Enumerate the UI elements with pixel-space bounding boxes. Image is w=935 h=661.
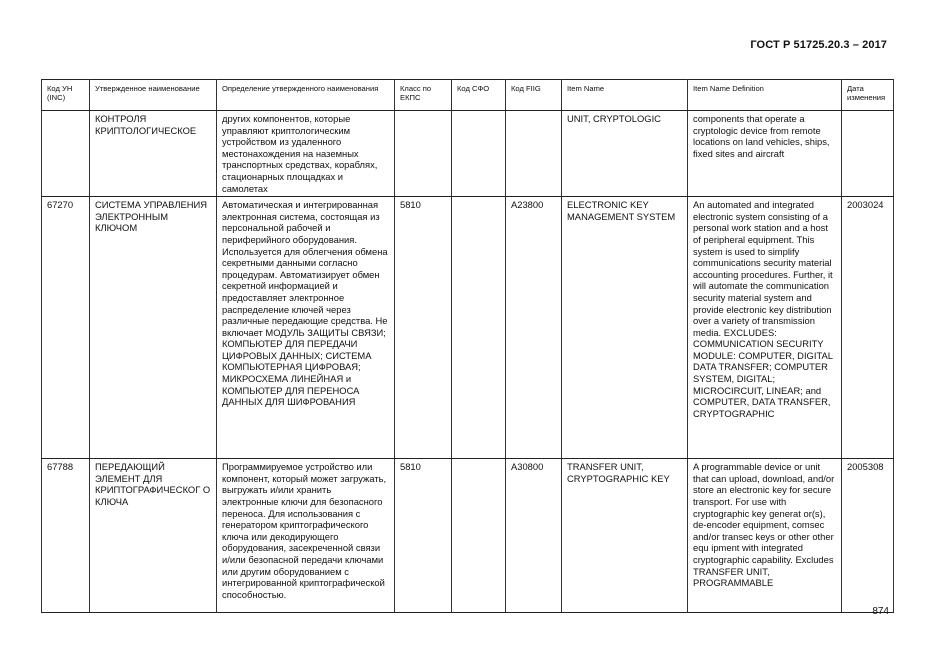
cell-item-name: UNIT, CRYPTOLOGIC bbox=[562, 111, 688, 197]
cell-date bbox=[842, 111, 894, 197]
cell-approved-name: ПЕРЕДАЮЩИЙ ЭЛЕМЕНТ ДЛЯ КРИПТОГРАФИЧЕСКОГ О КЛЮЧА bbox=[90, 459, 217, 613]
document-header: ГОСТ Р 51725.20.3 – 2017 bbox=[750, 39, 887, 51]
cell-definition: других компонентов, которые управляют криптологическим устройством из удаленного местонахождения на наземных транспортных средствах, кораблях, стационарных площадках и самолетах bbox=[217, 111, 395, 197]
cell-item-definition: An automated and integrated electronic system consisting of a personal work station and a host of peripheral equipment. This system is used to simplify communications security material accounting procedures. Further, it will automate the communication security material system and provide electronic key distribution over a variety of transmission media. EXCLUDES: COMMUNICATION SECURITY MODULE: COMPUTER, DIGITAL DATA TRANSFER; COMPUTER SYSTEM, DIGITAL; MICROCIRCUIT, LINEAR; and COMPUTER, DATA TRANSFER, CRYPTOGRAPHIC bbox=[688, 197, 842, 459]
catalog-table bbox=[41, 79, 894, 613]
cell-inc: 67270 bbox=[42, 197, 90, 459]
cell-sfo bbox=[452, 459, 506, 613]
cell-class: 5810 bbox=[395, 197, 452, 459]
table-row bbox=[42, 111, 894, 197]
column-header-item-name: Item Name bbox=[562, 80, 688, 111]
cell-definition: Программируемое устройство или компонент, который может загружать, выгружать и/или хранить электронные ключи для безопасного переноса. Для использования с генератором криптографического ключа или декодирующего оборудования, засекреченной связи и/или безопасной передачи ключами или другим оборудованием с интегрированной криптографической способностью. bbox=[217, 459, 395, 613]
cell-item-name: ELECTRONIC KEY MANAGEMENT SYSTEM bbox=[562, 197, 688, 459]
cell-item-definition: components that operate a cryptologic device from remote locations on land vehicles, ships, fixed sites and aircraft bbox=[688, 111, 842, 197]
column-header-class: Класс по ЕКПС bbox=[395, 80, 452, 111]
cell-fiig bbox=[506, 111, 562, 197]
column-header-inc: Код УН (INC) bbox=[42, 80, 90, 111]
column-header-definition: Определение утвержденного наименования bbox=[217, 80, 395, 111]
cell-inc: 67788 bbox=[42, 459, 90, 613]
cell-class bbox=[395, 111, 452, 197]
cell-sfo bbox=[452, 197, 506, 459]
table-header-row bbox=[42, 80, 894, 111]
column-header-item-definition: Item Name Definition bbox=[688, 80, 842, 111]
cell-fiig: A23800 bbox=[506, 197, 562, 459]
table-row bbox=[42, 459, 894, 613]
column-header-fiig: Код FIIG bbox=[506, 80, 562, 111]
column-header-approved-name: Утвержденное наименование bbox=[90, 80, 217, 111]
cell-class: 5810 bbox=[395, 459, 452, 613]
cell-date: 2003024 bbox=[842, 197, 894, 459]
cell-item-name: TRANSFER UNIT, CRYPTOGRAPHIC KEY bbox=[562, 459, 688, 613]
table-row bbox=[42, 197, 894, 459]
cell-definition: Автоматическая и интегрированная электронная система, состоящая из персональной рабочей и периферийного оборудования. Используется для облегчения обмена секретными данными согласно процедурам. Автоматизирует обмен секретной информацией и предоставляет электронное распределение ключей через различные передающие средства. Не включает МОДУЛЬ ЗАЩИТЫ СВЯЗИ; КОМПЬЮТЕР ДЛЯ ПЕРЕДАЧИ ЦИФРОВЫХ ДАННЫХ; СИСТЕМА КОМПЬЮТЕРНАЯ ЦИФРОВАЯ; МИКРОСХЕМА ЛИНЕЙНАЯ и КОМПЬЮТЕР ДЛЯ ПЕРЕНОСА ДАННЫХ ДЛЯ ШИФРОВАНИЯ bbox=[217, 197, 395, 459]
cell-date: 2005308 bbox=[842, 459, 894, 613]
column-header-sfo: Код СФО bbox=[452, 80, 506, 111]
cell-approved-name: КОНТРОЛЯ КРИПТОЛОГИЧЕСКОЕ bbox=[90, 111, 217, 197]
cell-inc bbox=[42, 111, 90, 197]
page-number: 874 bbox=[872, 606, 889, 617]
cell-item-definition: A programmable device or unit that can upload, download, and/or store an electronic key for secure transport. For use with cryptographic key generat or(s), de-encoder equipment, comsec and/or transec keys or other other equ ipment with integrated cryptographic capability. Excludes TRANSFER UNIT, PROGRAMMABLE bbox=[688, 459, 842, 613]
cell-sfo bbox=[452, 111, 506, 197]
cell-fiig: A30800 bbox=[506, 459, 562, 613]
cell-approved-name: СИСТЕМА УПРАВЛЕНИЯ ЭЛЕКТРОННЫМ КЛЮЧОМ bbox=[90, 197, 217, 459]
column-header-date: Дата изменения bbox=[842, 80, 894, 111]
